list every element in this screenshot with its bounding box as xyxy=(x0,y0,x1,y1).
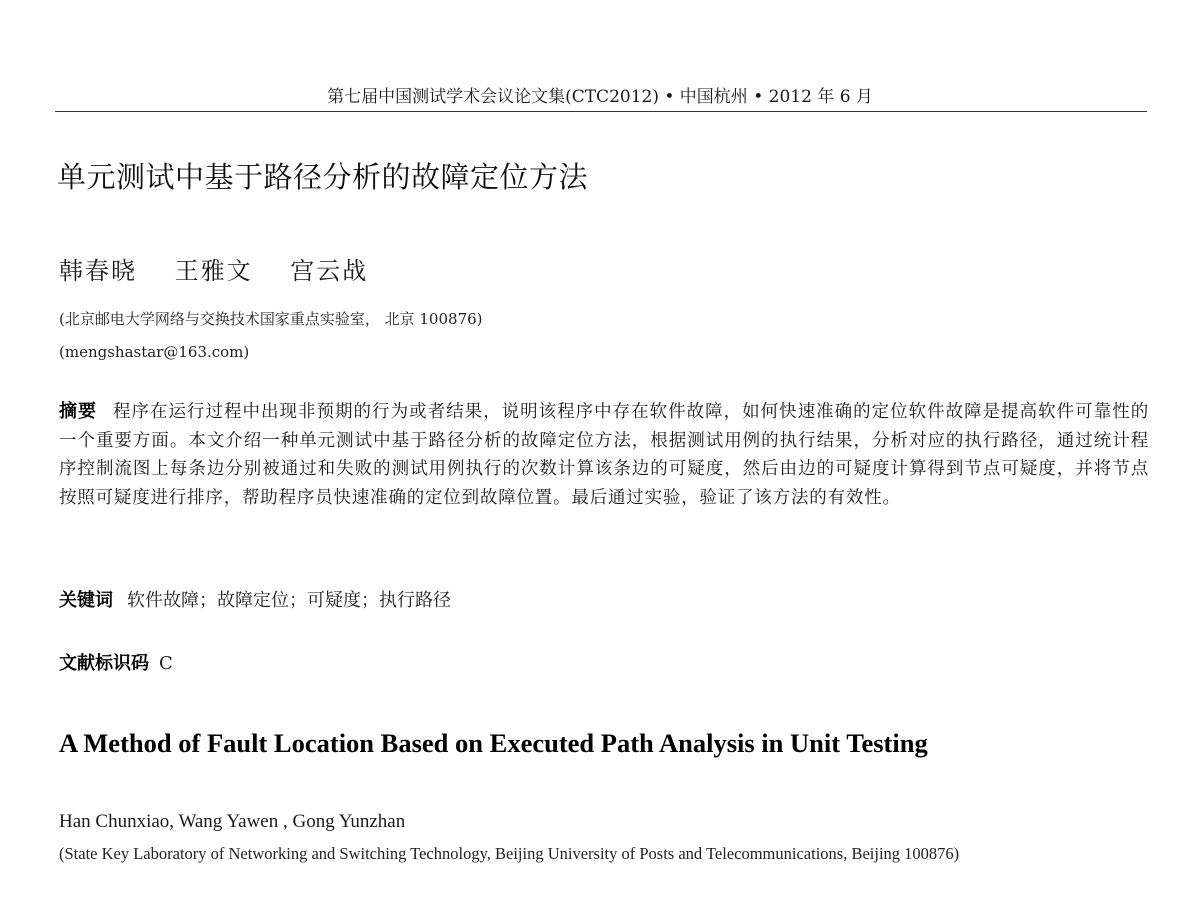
affiliation-en: (State Key Laboratory of Networking and Switching Technology, Beijing University of Posts and Telecommunications, Beijing 100876) xyxy=(59,844,960,863)
paper-title-cn: 单元测试中基于路径分析的故障定位方法 xyxy=(57,160,589,194)
document-code-label: 文献标识码 xyxy=(59,653,149,674)
keywords-text: 软件故障；故障定位；可疑度；执行路径 xyxy=(127,590,451,611)
document-code xyxy=(59,651,173,677)
keywords-cn xyxy=(59,588,451,614)
author-cn-2: 王雅文 xyxy=(174,257,253,285)
document-code-value: C xyxy=(159,653,173,674)
author-cn-1: 韩春晓 xyxy=(59,257,137,285)
authors-cn xyxy=(59,256,396,286)
affiliation-cn: (北京邮电大学网络与交换技术国家重点实验室， 北京 100876) xyxy=(59,310,483,328)
author-cn-3: 宫云战 xyxy=(290,257,369,285)
header-rule xyxy=(55,111,1147,112)
running-header: 第七届中国测试学术会议论文集(CTC2012) • 中国杭州 • 2012 年 6 月 xyxy=(327,87,873,107)
abstract-cn xyxy=(59,398,1149,512)
paper-title-en: A Method of Fault Location Based on Executed Path Analysis in Unit Testing xyxy=(59,728,928,758)
keywords-label: 关键词 xyxy=(59,590,113,611)
author-email: (mengshastar@163.com) xyxy=(59,343,250,361)
authors-en: Han Chunxiao, Wang Yawen , Gong Yunzhan xyxy=(59,811,406,832)
abstract-label: 摘要 xyxy=(59,401,98,422)
abstract-text: 程序在运行过程中出现非预期的行为或者结果，说明该程序中存在软件故障，如何快速准确的定位软件故障是提高软件可靠性的一个重要方面。本文介绍一种单元测试中基于路径分析的故障定位方法，根据测试用例的执行结果，分析对应的执行路径，通过统计程序控制流图上每条边分别被通过和失败的测试用例执行的次数计算该条边的可疑度，然后由边的可疑度计算得到节点可疑度，并将节点按照可疑度进行排序，帮助程序员快速准确的定位到故障位置。最后通过实验，验证了该方法的有效性。 xyxy=(59,402,1149,508)
